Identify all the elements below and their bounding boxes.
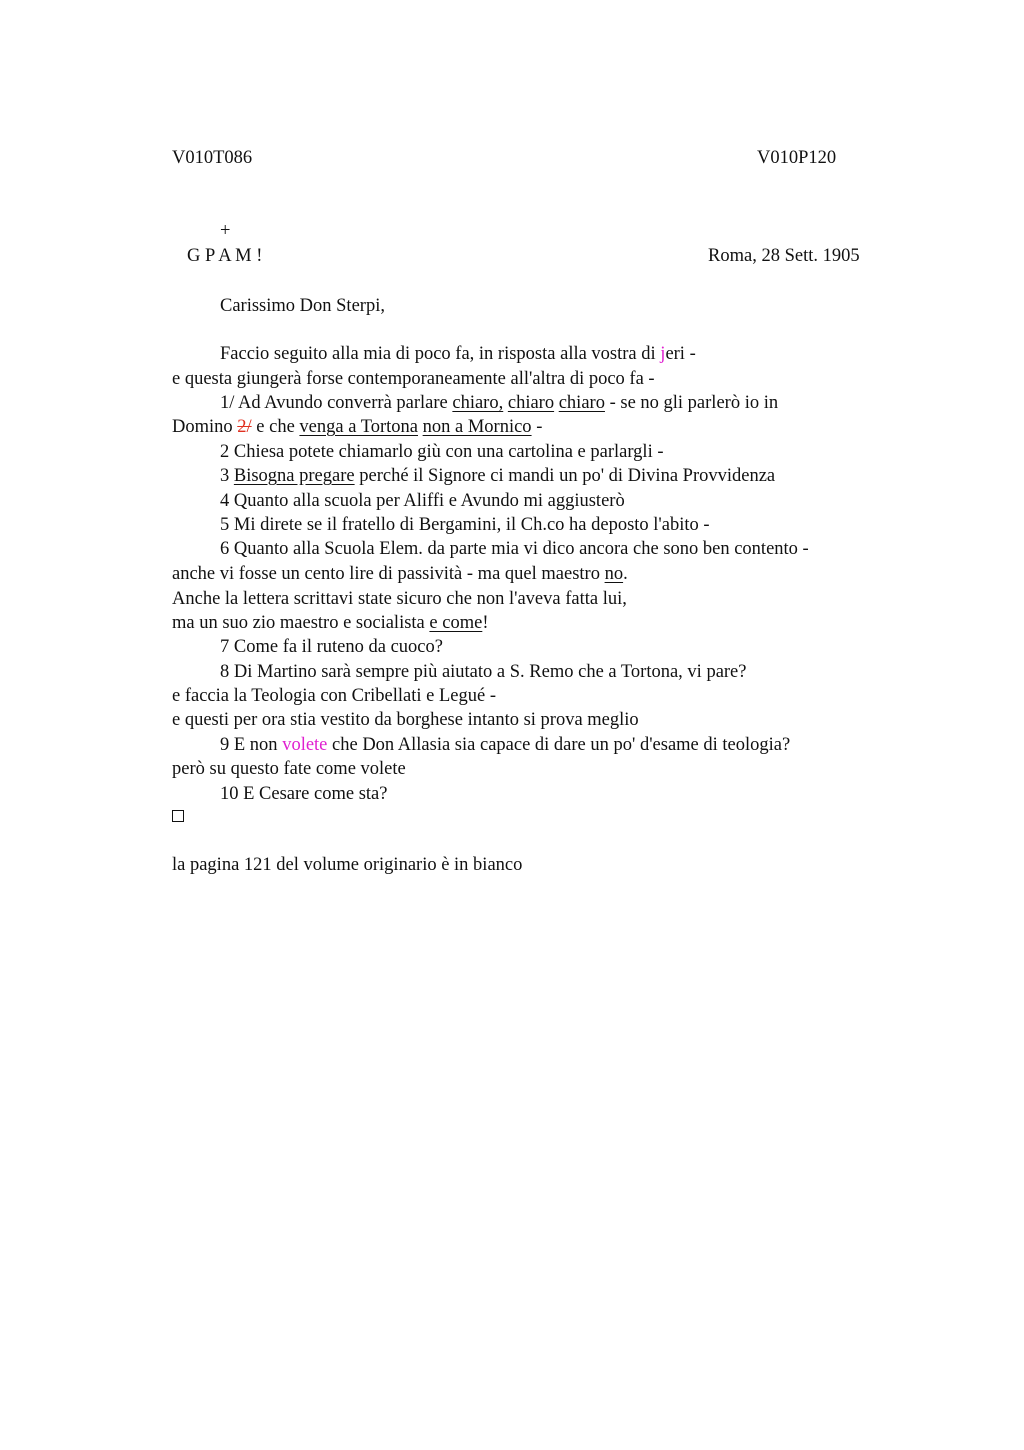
item-10: 10 E Cesare come sta? — [220, 784, 388, 804]
item-9-line-2: però su questo fate come volete — [172, 759, 406, 779]
item-4: 4 Quanto alla scuola per Aliffi e Avundo mi aggiusterò — [220, 491, 625, 511]
item-1-line-1: 1/ Ad Avundo converrà parlare chiaro, chiaro chiaro - se no gli parlerò io in — [220, 393, 779, 413]
item-5: 5 Mi direte se il fratello di Bergamini, il Ch.co ha deposto l'abito - — [220, 515, 710, 535]
item-3: 3 Bisogna pregare perché il Signore ci mandi un po' di Divina Provvidenza — [220, 466, 776, 486]
item-8-line-2: e faccia la Teologia con Cribellati e Legué - — [172, 686, 497, 706]
item-1-line-2: Domino 2/ e che venga a Tortona non a Mornico - — [172, 417, 543, 437]
item-6-line-3: Anche la lettera scrittavi state sicuro che non l'aveva fatta lui, — [172, 589, 627, 609]
item-8-line-1: 8 Di Martino sarà sempre più aiutato a S. Remo che a Tortona, vi pare? — [220, 662, 747, 682]
item-6-line-1: 6 Quanto alla Scuola Elem. da parte mia vi dico ancora che sono ben contento - — [220, 539, 809, 559]
letter-date: Roma, 28 Sett. 1905 — [708, 246, 860, 266]
volume-code-right: V010P120 — [757, 148, 837, 168]
item-9-line-1: 9 E non volete che Don Allasia sia capace di dare un po' d'esame di teologia? — [220, 735, 791, 755]
salutation: Carissimo Don Sterpi, — [220, 296, 385, 316]
strikethrough-mark: 2/ — [237, 417, 252, 437]
item-2: 2 Chiesa potete chiamarlo giù con una cartolina e parlargli - — [220, 442, 664, 462]
gpam-heading: G P A M ! — [187, 246, 263, 266]
item-6-line-2: anche vi fosse un cento lire di passività - ma quel maestro no. — [172, 564, 628, 584]
square-symbol — [172, 810, 184, 822]
editorial-note: la pagina 121 del volume originario è in bianco — [172, 855, 523, 875]
paragraph-1-line-1: Faccio seguito alla mia di poco fa, in risposta alla vostra di jeri - — [220, 344, 696, 364]
paragraph-1-line-2: e questa giungerà forse contemporaneamente all'altra di poco fa - — [172, 369, 655, 389]
cross-symbol: + — [220, 221, 231, 241]
volume-code-left: V010T086 — [172, 148, 253, 168]
item-7: 7 Come fa il ruteno da cuoco? — [220, 637, 443, 657]
item-6-line-4: ma un suo zio maestro e socialista e come! — [172, 613, 489, 633]
item-8-line-3: e questi per ora stia vestito da borghese intanto si prova meglio — [172, 710, 639, 730]
